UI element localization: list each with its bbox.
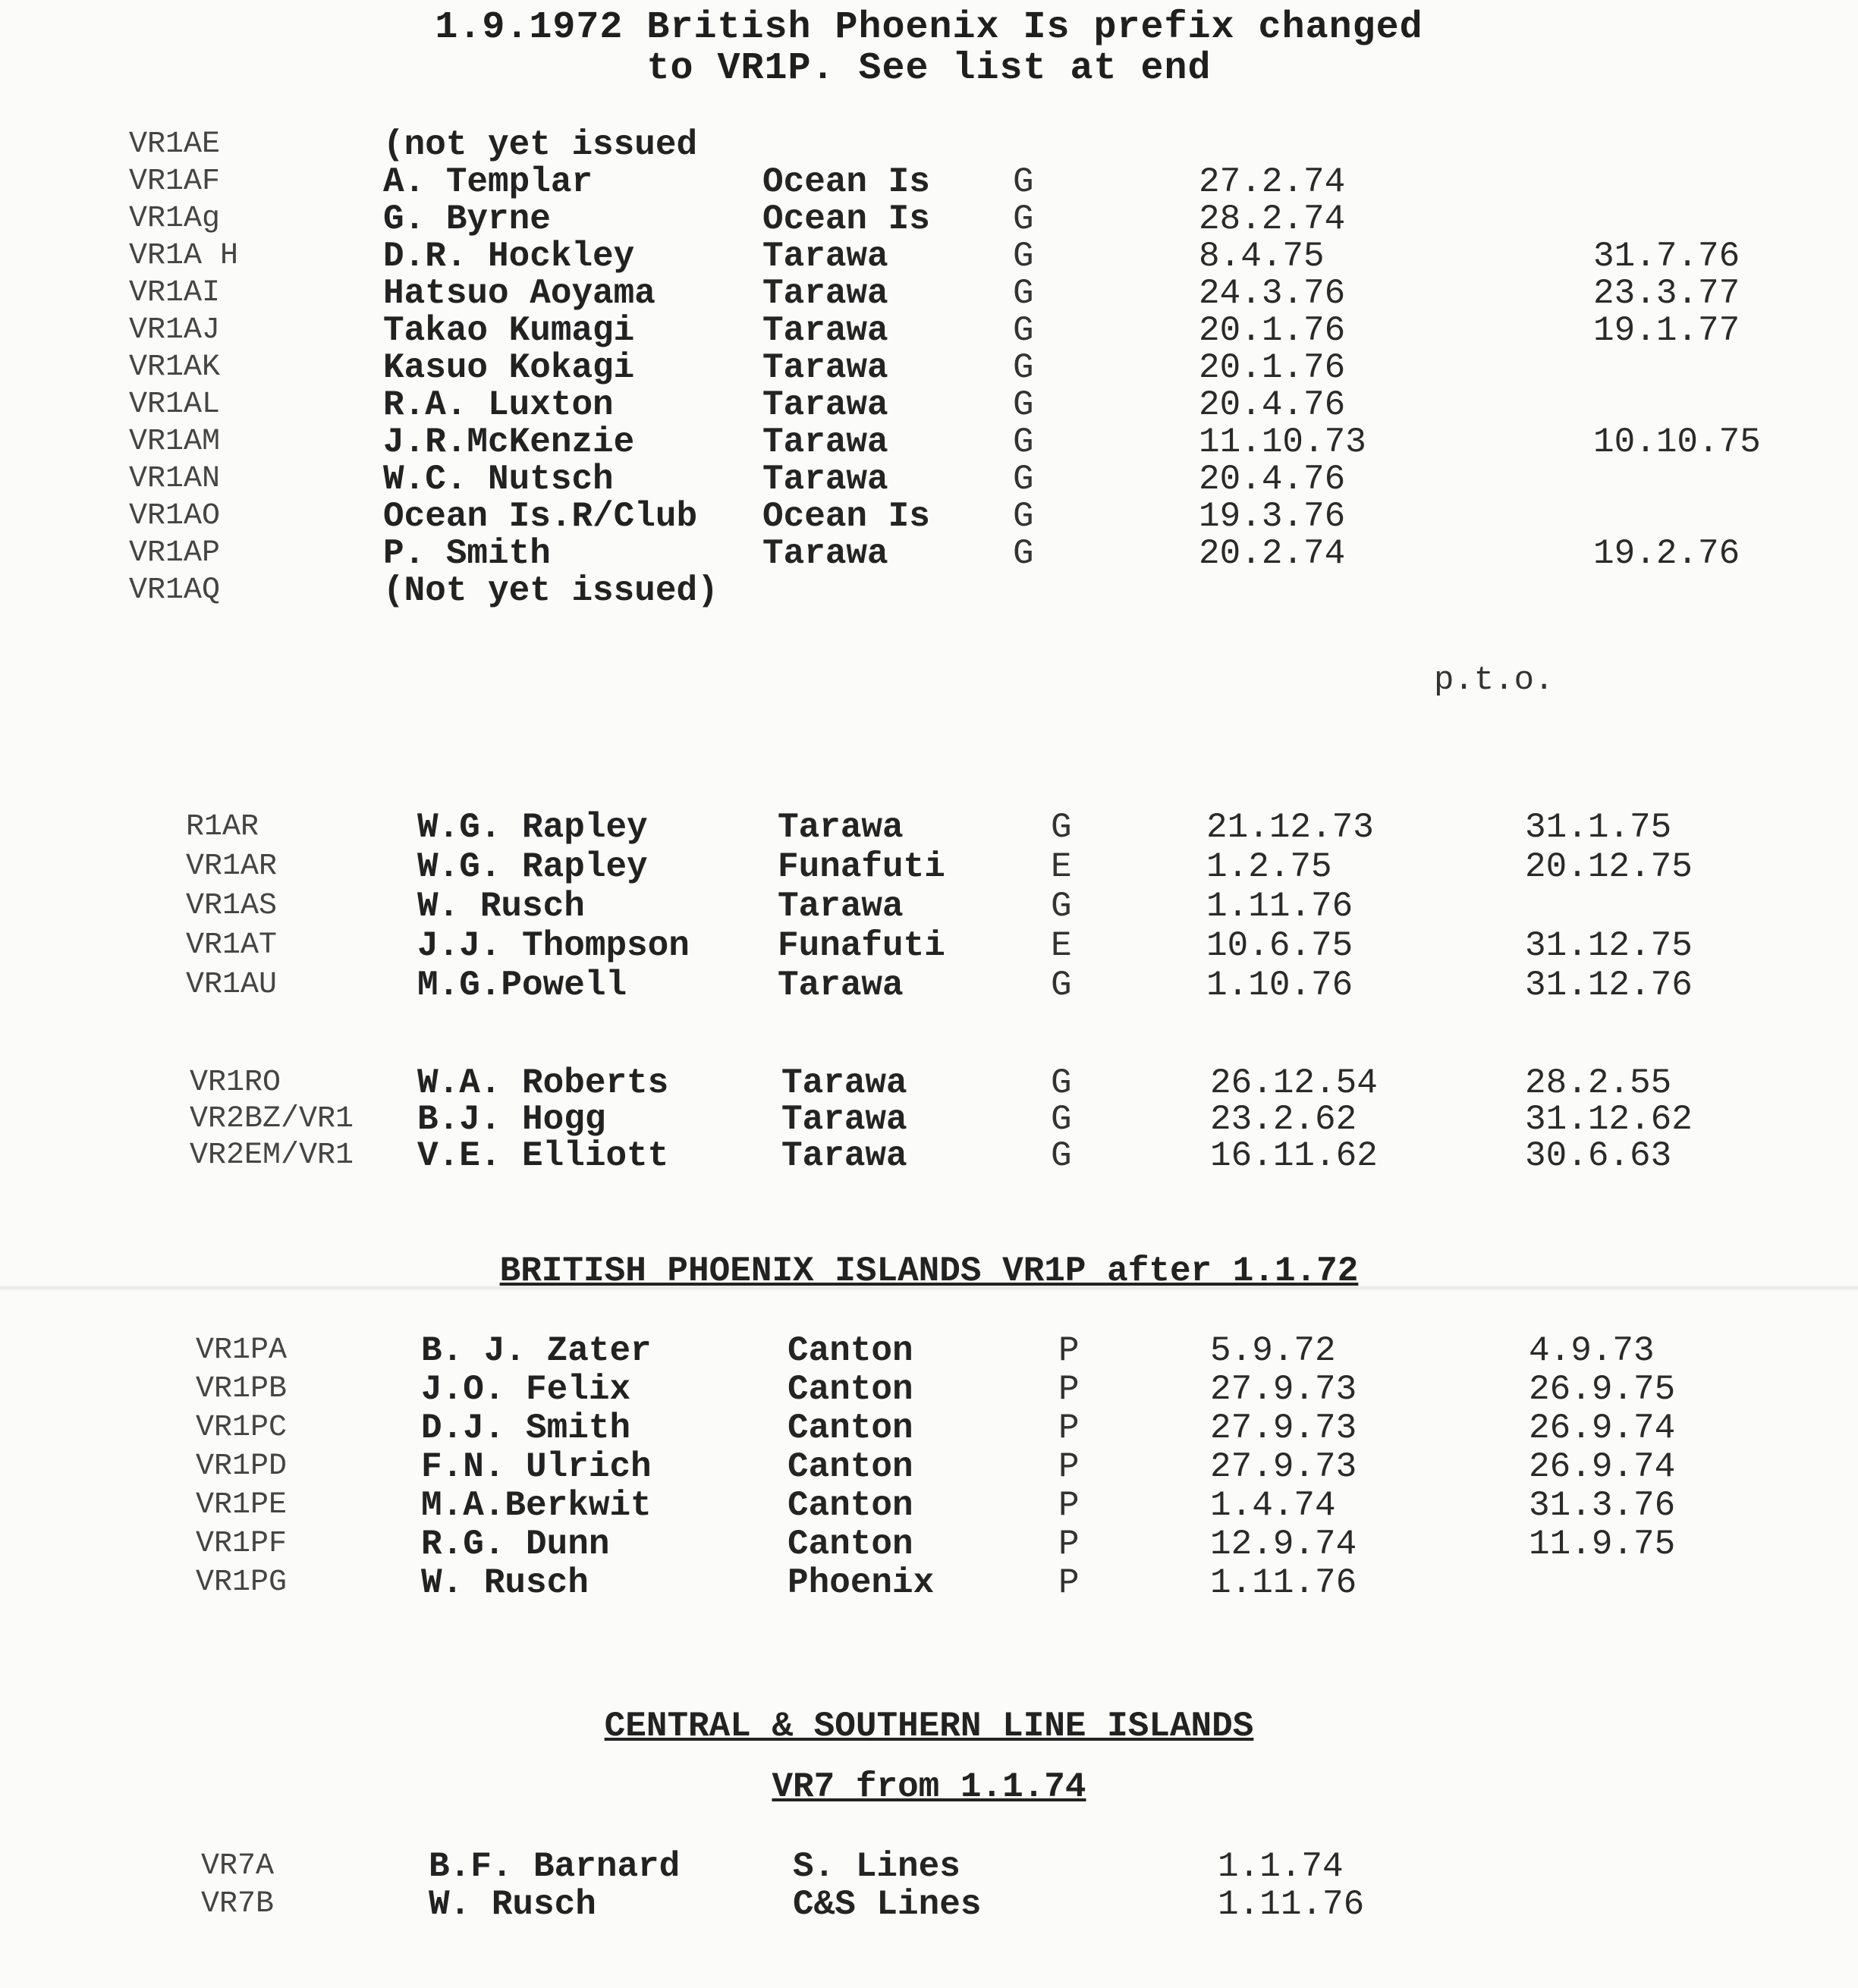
licence-class: G — [1013, 274, 1034, 313]
operator-name: W.G. Rapley — [417, 847, 648, 887]
date-to: 30.6.63 — [1525, 1136, 1672, 1176]
callsign: VR1AP — [129, 536, 221, 570]
location: Canton — [788, 1447, 913, 1487]
date-to: 31.12.75 — [1525, 926, 1693, 966]
date-to: 20.12.75 — [1525, 847, 1693, 887]
section-phoenix-title: BRITISH PHOENIX ISLANDS VR1P after 1.1.72 — [499, 1252, 1359, 1291]
location: Tarawa — [762, 311, 888, 350]
callsign: VR1AS — [186, 889, 278, 923]
callsign: VR1AR — [186, 850, 278, 884]
table-row — [0, 887, 1858, 926]
callsign: VR1PB — [196, 1372, 288, 1406]
date-from: 20.4.76 — [1199, 460, 1346, 499]
location: Tarawa — [762, 422, 888, 462]
date-from: 8.4.75 — [1199, 237, 1325, 276]
date-to: 31.12.62 — [1525, 1100, 1693, 1139]
operator-name: D.J. Smith — [421, 1409, 631, 1448]
callsign: VR7B — [201, 1887, 275, 1921]
operator-name: Takao Kumagi — [383, 311, 635, 350]
date-from: 23.2.62 — [1210, 1100, 1357, 1139]
table-row — [0, 1486, 1858, 1525]
location: Tarawa — [778, 887, 904, 926]
operator-name: W. Rusch — [421, 1563, 589, 1603]
date-from: 21.12.73 — [1206, 808, 1374, 847]
callsign: VR1PC — [196, 1411, 288, 1445]
date-to: 28.2.55 — [1525, 1063, 1672, 1103]
date-from: 5.9.72 — [1210, 1331, 1336, 1371]
location: Tarawa — [781, 1136, 907, 1176]
table-row — [0, 1370, 1858, 1409]
callsign: VR7A — [201, 1849, 275, 1883]
location: Phoenix — [788, 1563, 935, 1603]
date-from: 1.1.74 — [1218, 1847, 1344, 1886]
callsign: VR1PG — [196, 1566, 288, 1600]
callsign: VR1AF — [129, 165, 221, 199]
date-from: 20.2.74 — [1199, 534, 1346, 573]
section-line-islands-title: CENTRAL & SOUTHERN LINE ISLANDS — [604, 1707, 1254, 1746]
table-row — [0, 125, 1858, 165]
date-from: 26.12.54 — [1210, 1063, 1378, 1103]
callsign: VR1PD — [196, 1449, 288, 1484]
date-from: 12.9.74 — [1210, 1525, 1357, 1564]
callsign: VR1AE — [129, 127, 221, 162]
callsign: VR1A H — [129, 239, 239, 273]
operator-name: W.A. Roberts — [417, 1063, 669, 1103]
table-row — [0, 460, 1858, 499]
date-to: 19.1.77 — [1593, 311, 1740, 350]
location: Tarawa — [781, 1063, 907, 1103]
date-from: 11.10.73 — [1199, 422, 1366, 462]
table-row — [0, 199, 1858, 239]
date-to: 31.12.76 — [1525, 966, 1693, 1005]
date-to: 23.3.77 — [1593, 274, 1740, 313]
location: S. Lines — [793, 1847, 960, 1886]
operator-name: F.N. Ulrich — [421, 1447, 652, 1487]
table-row — [0, 808, 1858, 847]
location: Funafuti — [778, 847, 945, 887]
licence-class: G — [1013, 237, 1034, 276]
pto-note: p.t.o. — [1434, 661, 1555, 699]
location: Canton — [788, 1409, 913, 1448]
callsign: VR1AI — [129, 276, 221, 310]
licence-class: G — [1013, 311, 1034, 350]
date-from: 27.9.73 — [1210, 1447, 1357, 1487]
location: Tarawa — [778, 808, 904, 847]
location: C&S Lines — [793, 1885, 982, 1924]
licence-class: G — [1051, 966, 1072, 1005]
table-row — [0, 534, 1858, 573]
operator-name: B.F. Barnard — [429, 1847, 681, 1886]
operator-name: M.A.Berkwit — [421, 1486, 652, 1525]
table-row — [0, 1447, 1858, 1487]
location: Canton — [788, 1525, 913, 1564]
operator-name: Hatsuo Aoyama — [383, 274, 655, 313]
table-row — [0, 311, 1858, 350]
date-from: 27.9.73 — [1210, 1409, 1357, 1448]
date-from: 10.6.75 — [1206, 926, 1353, 966]
table-row — [0, 926, 1858, 966]
date-to: 4.9.73 — [1529, 1331, 1655, 1371]
table-row — [0, 422, 1858, 462]
operator-name: Ocean Is.R/Club — [383, 497, 698, 536]
location: Canton — [788, 1331, 913, 1371]
callsign: VR1AM — [129, 425, 221, 459]
operator-name: D.R. Hockley — [383, 237, 635, 276]
operator-name: J.O. Felix — [421, 1370, 631, 1409]
date-from: 20.4.76 — [1199, 385, 1346, 425]
date-from: 20.1.76 — [1199, 311, 1346, 350]
table-row — [0, 966, 1858, 1005]
date-to: 31.7.76 — [1593, 237, 1740, 276]
date-to: 26.9.74 — [1529, 1447, 1676, 1487]
table-row — [0, 497, 1858, 536]
callsign: VR1Ag — [129, 202, 221, 236]
callsign: VR2BZ/VR1 — [190, 1102, 354, 1136]
callsign: VR1AK — [129, 350, 221, 385]
location: Ocean Is — [762, 162, 930, 202]
operator-name: (not yet issued — [383, 125, 698, 165]
date-from: 20.1.76 — [1199, 348, 1346, 388]
licence-class: P — [1058, 1370, 1080, 1409]
licence-class: P — [1058, 1486, 1080, 1525]
operator-name: J.R.McKenzie — [383, 422, 635, 462]
callsign: VR1PA — [196, 1333, 288, 1368]
date-from: 1.2.75 — [1206, 847, 1332, 887]
callsign: VR1PE — [196, 1488, 288, 1522]
date-to: 31.1.75 — [1525, 808, 1672, 847]
callsign: VR1AQ — [129, 573, 221, 608]
date-from: 1.11.76 — [1218, 1885, 1365, 1924]
location: Tarawa — [762, 460, 888, 499]
location: Ocean Is — [762, 497, 930, 536]
location: Tarawa — [762, 385, 888, 425]
table-row — [0, 1563, 1858, 1603]
licence-class: G — [1013, 497, 1034, 536]
location: Funafuti — [778, 926, 945, 966]
table-row — [0, 1063, 1858, 1103]
licence-class: P — [1058, 1447, 1080, 1487]
operator-name: W. Rusch — [417, 887, 585, 926]
date-to: 31.3.76 — [1529, 1486, 1676, 1525]
date-from: 16.11.62 — [1210, 1136, 1378, 1176]
location: Tarawa — [762, 534, 888, 573]
date-to: 26.9.74 — [1529, 1409, 1676, 1448]
location: Tarawa — [762, 348, 888, 388]
callsign: VR2EM/VR1 — [190, 1138, 354, 1173]
licence-class: P — [1058, 1563, 1080, 1603]
location: Tarawa — [778, 966, 904, 1005]
operator-name: J.J. Thompson — [417, 926, 690, 966]
table-row — [0, 237, 1858, 276]
location: Canton — [788, 1486, 913, 1525]
date-to: 19.2.76 — [1593, 534, 1740, 573]
operator-name: W.C. Nutsch — [383, 460, 614, 499]
licence-class: G — [1051, 887, 1072, 926]
callsign: VR1AN — [129, 462, 221, 496]
licence-class: E — [1051, 926, 1072, 966]
header-line-2: to VR1P. See list at end — [646, 47, 1212, 90]
table-row — [0, 1331, 1858, 1371]
table-row — [0, 1525, 1858, 1564]
date-from: 28.2.74 — [1199, 199, 1346, 239]
licence-class: G — [1051, 1136, 1072, 1176]
callsign: VR1AJ — [129, 313, 221, 347]
location: Tarawa — [762, 274, 888, 313]
licence-class: G — [1013, 162, 1034, 202]
licence-class: G — [1013, 534, 1034, 573]
licence-class: P — [1058, 1331, 1080, 1371]
section-line-islands-subtitle: VR7 from 1.1.74 — [772, 1767, 1086, 1807]
callsign: VR1AU — [186, 968, 278, 1002]
licence-class: G — [1013, 385, 1034, 425]
operator-name: Kasuo Kokagi — [383, 348, 635, 388]
date-to: 26.9.75 — [1529, 1370, 1676, 1409]
date-from: 1.11.76 — [1210, 1563, 1357, 1603]
date-to: 10.10.75 — [1593, 422, 1761, 462]
table-row — [0, 385, 1858, 425]
table-row — [0, 348, 1858, 388]
operator-name: P. Smith — [383, 534, 551, 573]
location: Tarawa — [781, 1100, 907, 1139]
licence-class: G — [1013, 422, 1034, 462]
callsign: VR1PF — [196, 1527, 288, 1561]
date-to: 11.9.75 — [1529, 1525, 1676, 1564]
operator-name: B.J. Hogg — [417, 1100, 606, 1139]
operator-name: M.G.Powell — [417, 966, 627, 1005]
operator-name: (Not yet issued) — [383, 571, 718, 611]
licence-class: G — [1013, 199, 1034, 239]
table-row — [0, 847, 1858, 887]
operator-name: W.G. Rapley — [417, 808, 648, 847]
licence-class: G — [1051, 1100, 1072, 1139]
callsign: VR1RO — [190, 1066, 281, 1100]
callsign: VR1AT — [186, 928, 278, 963]
operator-name: B. J. Zater — [421, 1331, 652, 1371]
date-from: 1.10.76 — [1206, 966, 1353, 1005]
operator-name: R.G. Dunn — [421, 1525, 610, 1564]
location: Ocean Is — [762, 199, 930, 239]
header-line-1: 1.9.1972 British Phoenix Is prefix changed — [435, 6, 1423, 49]
operator-name: R.A. Luxton — [383, 385, 614, 425]
date-from: 1.4.74 — [1210, 1486, 1336, 1525]
date-from: 27.9.73 — [1210, 1370, 1357, 1409]
table-row — [0, 1885, 1858, 1924]
licence-class: G — [1051, 808, 1072, 847]
table-row — [0, 1847, 1858, 1886]
location: Canton — [788, 1370, 913, 1409]
date-from: 1.11.76 — [1206, 887, 1353, 926]
callsign: VR1AO — [129, 499, 221, 533]
operator-name: G. Byrne — [383, 199, 551, 239]
table-row — [0, 1136, 1858, 1176]
table-row — [0, 162, 1858, 202]
licence-class: G — [1051, 1063, 1072, 1103]
location: Tarawa — [762, 237, 888, 276]
callsign: R1AR — [186, 810, 259, 844]
table-row — [0, 571, 1858, 611]
table-row — [0, 274, 1858, 313]
operator-name: W. Rusch — [429, 1885, 596, 1924]
licence-class: G — [1013, 460, 1034, 499]
licence-class: E — [1051, 847, 1072, 887]
date-from: 24.3.76 — [1199, 274, 1346, 313]
callsign: VR1AL — [129, 388, 221, 422]
licence-class: P — [1058, 1525, 1080, 1564]
operator-name: A. Templar — [383, 162, 593, 202]
date-from: 19.3.76 — [1199, 497, 1346, 536]
licence-class: P — [1058, 1409, 1080, 1448]
table-row — [0, 1409, 1858, 1448]
date-from: 27.2.74 — [1199, 162, 1346, 202]
licence-class: G — [1013, 348, 1034, 388]
table-row — [0, 1100, 1858, 1139]
operator-name: V.E. Elliott — [417, 1136, 669, 1176]
